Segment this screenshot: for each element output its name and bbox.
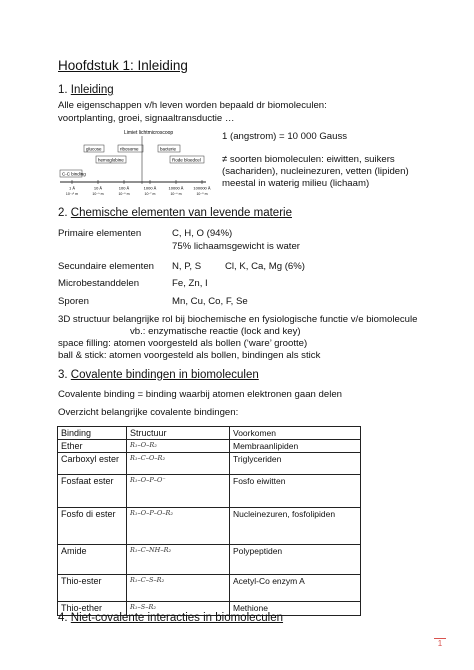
paragraph: vb.: enzymatische reactie (lock and key) <box>130 326 301 337</box>
binding-cell: Fosfaat ester <box>58 475 127 508</box>
scale-tick-label: 1000 Å <box>143 185 157 191</box>
bullet-line: ≠ soorten biomoleculen: eiwitten, suikers <box>222 154 395 165</box>
table-row <box>58 545 361 575</box>
scale-tick-sublabel: 10⁻⁵ m <box>196 192 208 196</box>
element-value: C, H, O (94%) <box>172 228 233 239</box>
paragraph: Covalente binding = binding waarbij atomen elektronen gaan delen <box>58 389 343 400</box>
paragraph: space filling: atomen voorgesteld als bollen (‘ware’ grootte) <box>58 338 308 349</box>
scale-tick-label: 100000 Å <box>193 185 211 191</box>
size-scale-figure <box>58 128 211 198</box>
scale-tick-sublabel: 10⁻⁶ m <box>170 192 182 196</box>
binding-cell: Thio-ether <box>58 602 127 616</box>
paragraph: Alle eigenschappen v/h leven worden bepaald dr biomoleculen: <box>58 100 327 111</box>
column-header: Voorkomen <box>230 427 361 440</box>
binding-cell: Thio-ester <box>58 575 127 602</box>
binding-cell: Carboxyl ester <box>58 453 127 475</box>
element-label: Microbestanddelen <box>58 278 140 289</box>
paragraph: Overzicht belangrijke covalente bindingen: <box>58 407 239 418</box>
section-number: 4. <box>58 612 68 624</box>
section-number: 1. <box>58 84 68 96</box>
paragraph: voortplanting, groei, signaaltransductie … <box>58 113 235 124</box>
structure-cell: R₁–O–R₂ <box>127 440 230 453</box>
table-row <box>58 453 361 475</box>
column-header: Binding <box>58 427 127 440</box>
element-value: Mn, Cu, Co, F, Se <box>172 296 248 307</box>
element-note: 75% lichaamsgewicht is water <box>172 241 300 252</box>
section-title: Covalente bindingen in biomoleculen <box>70 369 259 381</box>
label-hemoglobine: hemoglobine <box>98 157 124 163</box>
occurrence-cell: Nucleinezuren, fosfolipiden <box>230 508 361 545</box>
section-title: Niet-covalente interacties in biomoleculen <box>70 612 284 624</box>
scale-tick-label: 1 Å <box>68 185 76 191</box>
element-value-extra: Cl, K, Ca, Mg (6%) <box>225 261 305 272</box>
section-title: Inleiding <box>70 84 114 96</box>
structure-cell: R₁–O–P–O–R₂ <box>127 508 230 545</box>
scale-tick-label: 10000 Å <box>168 185 184 191</box>
page-title: Hoofdstuk 1: Inleiding <box>58 58 188 73</box>
scale-tick-sublabel: 10⁻⁹ m <box>92 192 104 196</box>
section-2-heading <box>58 207 292 219</box>
label-cc: C-C binding <box>62 171 86 177</box>
binding-cell: Fosfo di ester <box>58 508 127 545</box>
scale-tick-sublabel: 10⁻⁸ m <box>118 192 130 196</box>
angstrom-note: 1 (angstrom) = 10 000 Gauss <box>222 131 348 142</box>
scale-tick-sublabel: 10⁻⁷ m <box>144 192 156 196</box>
section-number: 3. <box>58 369 68 381</box>
structure-cell: R₁–S–R₂ <box>127 602 230 616</box>
label-rode-bloedcel: Rode bloedcel <box>172 157 201 163</box>
structure-cell: R₁–C–O–R₂ <box>127 453 230 475</box>
section-number: 2. <box>58 207 68 219</box>
section-title: Chemische elementen van levende materie <box>70 207 292 219</box>
element-value: N, P, S <box>172 261 202 272</box>
label-ribosome: ribosome <box>120 146 139 152</box>
column-header: Structuur <box>127 427 230 440</box>
scale-tick-sublabel: 10⁻¹⁰ m <box>65 192 79 196</box>
structure-cell: R₁–C–NH–R₂ <box>127 545 230 575</box>
section-4-heading <box>58 612 283 624</box>
paragraph: ball & stick: atomen voorgesteld als bollen, bindingen als stick <box>58 350 321 361</box>
scale-tick-label: 100 Å <box>118 185 130 191</box>
table-row <box>58 440 361 453</box>
scale-tick-label: 10 Å <box>93 185 103 191</box>
covalent-bonds-table <box>57 426 361 616</box>
binding-cell: Ether <box>58 440 127 453</box>
occurrence-cell: Membraanlipiden <box>230 440 361 453</box>
label-glucose: glucose <box>86 146 102 152</box>
element-label: Sporen <box>58 296 89 307</box>
table-row <box>58 575 361 602</box>
occurrence-cell: Polypeptiden <box>230 545 361 575</box>
occurrence-cell: Triglyceriden <box>230 453 361 475</box>
element-value: Fe, Zn, I <box>172 278 208 289</box>
structure-cell: R₁–C–S–R₂ <box>127 575 230 602</box>
table-row <box>58 475 361 508</box>
occurrence-cell: Fosfo eiwitten <box>230 475 361 508</box>
occurrence-cell: Acetyl-Co enzym A <box>230 575 361 602</box>
section-1-heading <box>58 84 114 96</box>
label-bacterie: bacterie <box>160 146 177 152</box>
table-row <box>58 508 361 545</box>
paragraph: 3D structuur belangrijke rol bij biochemische en fysiologische functie v/e biomolecule <box>58 314 418 325</box>
occurrence-cell: Methione <box>230 602 361 616</box>
element-label: Secundaire elementen <box>58 261 155 272</box>
page-number: 1 <box>434 638 446 648</box>
structure-cell: R₁–O–P–O⁻ <box>127 475 230 508</box>
section-3-heading <box>58 369 259 381</box>
element-label: Primaire elementen <box>58 228 142 239</box>
figure-title: Limiet lichtmicroscoop <box>124 130 174 136</box>
bullet-line: meestal in waterig milieu (lichaam) <box>222 178 370 189</box>
bullet-line: (sachariden), nucleinezuren, vetten (lipiden) <box>222 166 409 177</box>
binding-cell: Amide <box>58 545 127 575</box>
table-header-row <box>58 427 361 440</box>
